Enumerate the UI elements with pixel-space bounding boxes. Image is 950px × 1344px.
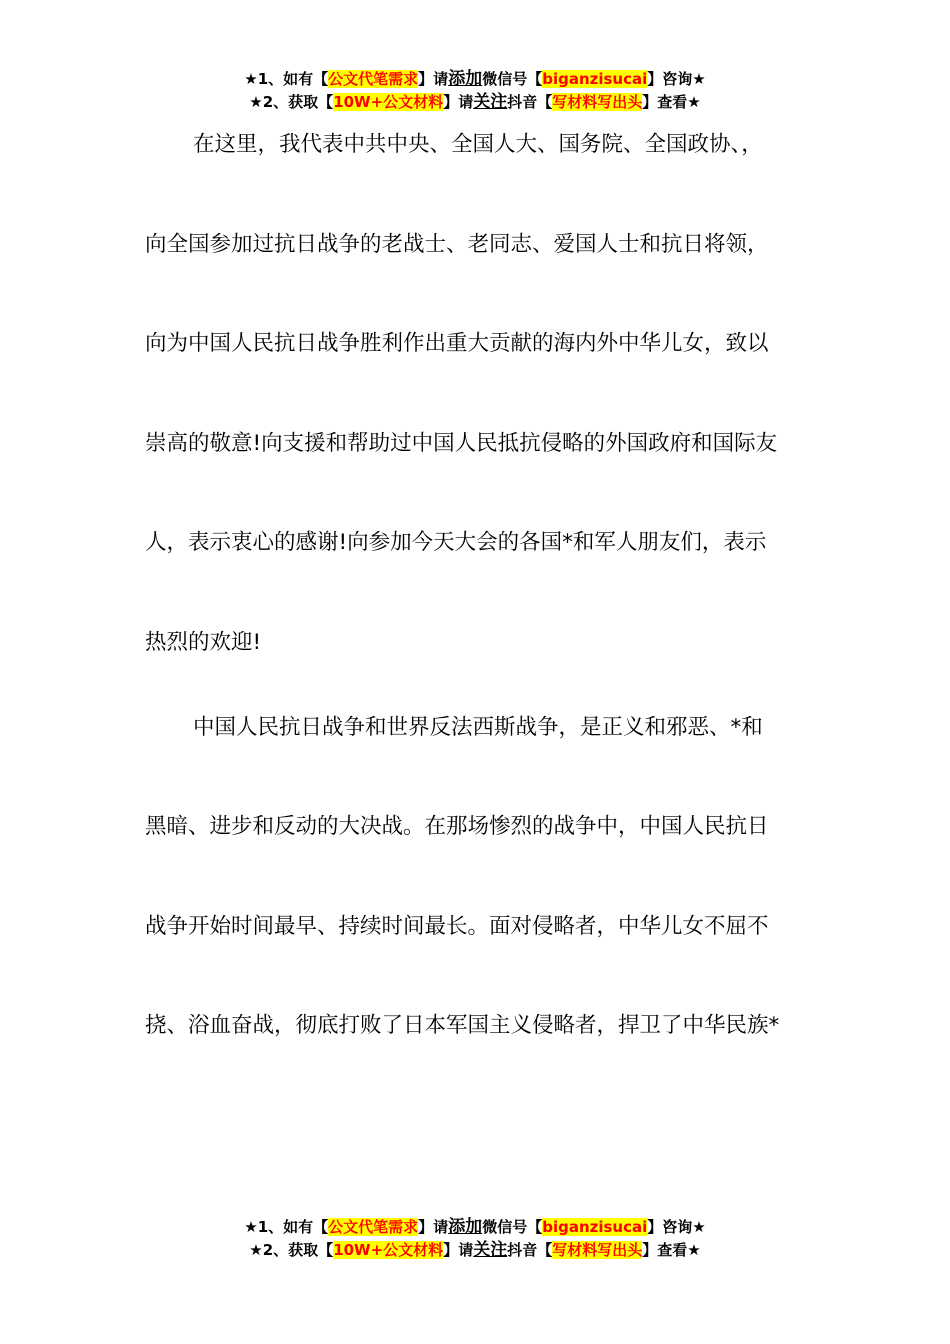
text-line: 向为中国人民抗日战争胜利作出重大贡献的海内外中华儿女，致以 <box>145 331 769 356</box>
text-line: 崇高的敬意!向支援和帮助过中国人民抵抗侵略的外国政府和国际友 <box>145 430 778 456</box>
text-line: 挠、浴血奋战，彻底打败了日本军国主义侵略者，捍卫了中华民族* <box>145 1013 780 1038</box>
banner-line-2 <box>0 1239 950 1262</box>
banner-text: 】咨询★ <box>647 1218 706 1236</box>
text-line: 中国人民抗日战争和世界反法西斯战争，是正义和邪恶、*和 <box>193 714 763 740</box>
banner-underlined: 关注 <box>473 1240 508 1260</box>
paragraph <box>145 703 810 1101</box>
text-line: 向全国参加过抗日战争的老战士、老同志、爱国人士和抗日将领， <box>145 231 769 257</box>
banner-text: ★1、如有【 <box>244 70 329 88</box>
banner-line-1 <box>0 1216 950 1239</box>
banner-highlight: 写材料写出头 <box>552 93 643 111</box>
document-body <box>145 120 810 1101</box>
banner-text: ★2、获取【 <box>249 1241 334 1259</box>
banner-text: ★1、如有【 <box>244 1218 329 1236</box>
banner-highlight: 写材料写出头 <box>552 1241 643 1259</box>
text-line: 战争开始时间最早、持续时间最长。面对侵略者，中华儿女不屈不 <box>145 913 769 939</box>
text-line: 在这里，我代表中共中央、全国人大、国务院、全国政协、， <box>193 132 763 157</box>
paragraph <box>145 120 810 703</box>
banner-underlined: 添加 <box>448 69 483 89</box>
banner-underlined: 添加 <box>448 1217 483 1237</box>
banner-text: ★2、获取【 <box>249 93 334 111</box>
banner-highlight: 公文代笔需求 <box>328 70 419 88</box>
banner-highlight: 10W+公文材料 <box>333 93 444 111</box>
banner-text: 】请 <box>443 93 474 111</box>
banner-text: 】请 <box>443 1241 474 1259</box>
banner-highlight: biganzisucai <box>542 1218 648 1236</box>
banner-text: 】查看★ <box>642 1241 701 1259</box>
banner-text: 】咨询★ <box>647 70 706 88</box>
footer-banner <box>0 1216 950 1262</box>
text-line: 热烈的欢迎! <box>145 629 262 655</box>
banner-text: 抖音【 <box>507 1241 553 1259</box>
banner-line-2 <box>0 91 950 114</box>
text-line: 黑暗、进步和反动的大决战。在那场惨烈的战争中，中国人民抗日 <box>145 814 769 839</box>
banner-text: 抖音【 <box>507 93 553 111</box>
banner-text: 微信号【 <box>482 70 543 88</box>
banner-text: 】查看★ <box>642 93 701 111</box>
banner-highlight: 公文代笔需求 <box>328 1218 419 1236</box>
banner-highlight: 10W+公文材料 <box>333 1241 444 1259</box>
banner-text: 微信号【 <box>482 1218 543 1236</box>
banner-line-1 <box>0 68 950 91</box>
text-line: 人，表示衷心的感谢!向参加今天大会的各国*和军人朋友们，表示 <box>145 530 767 555</box>
banner-text: 】请 <box>418 1218 449 1236</box>
banner-text: 】请 <box>418 70 449 88</box>
banner-underlined: 关注 <box>473 92 508 112</box>
banner-highlight: biganzisucai <box>542 70 648 88</box>
header-banner <box>0 68 950 114</box>
